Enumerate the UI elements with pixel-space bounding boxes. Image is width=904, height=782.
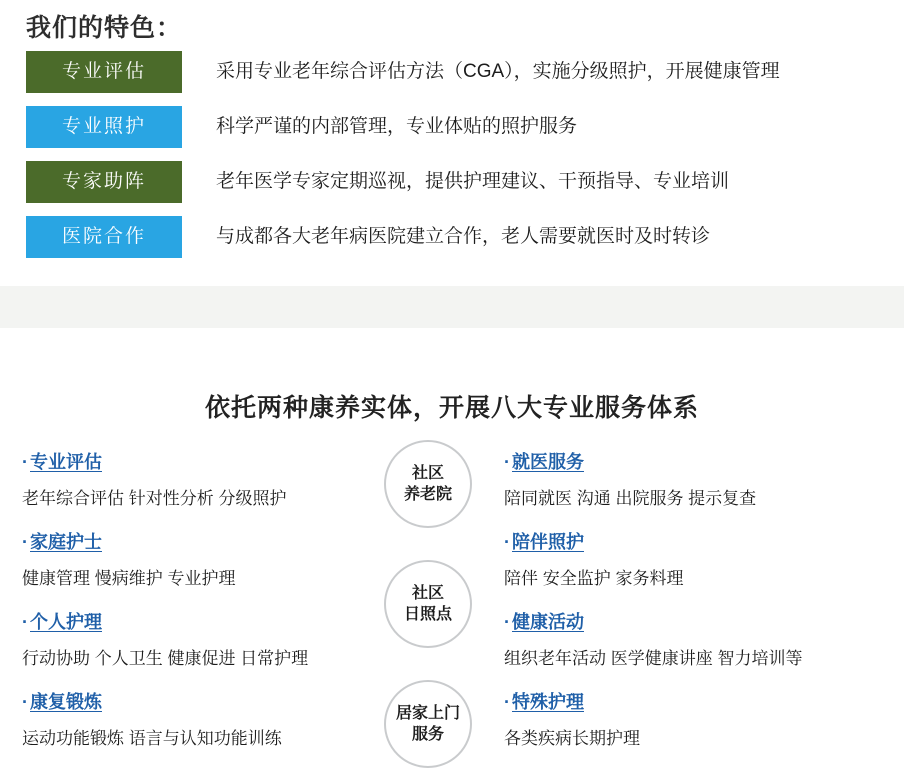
bullet-icon: · [22, 532, 28, 552]
circle-line-2: 养老院 [403, 486, 452, 503]
circle-line-1: 居家上门 [395, 705, 460, 722]
service-heading-left-1 [22, 448, 102, 474]
feature-tag: 医院合作 [26, 216, 182, 258]
service-body-left-3: 行动协助 个人卫生 健康促进 日常护理 [22, 649, 309, 668]
feature-tag: 专家助阵 [26, 161, 182, 203]
bullet-icon: · [504, 452, 510, 472]
service-body-right-2: 陪伴 安全监护 家务料理 [504, 569, 684, 588]
service-circle-community-day-care [384, 560, 472, 648]
circle-line-2: 服务 [411, 726, 444, 743]
feature-text: 与成都各大老年病医院建立合作，老人需要就医时及时转诊 [216, 226, 711, 247]
feature-text: 老年医学专家定期巡视，提供护理建议、干预指导、专业培训 [216, 171, 730, 192]
service-body-left-4: 运动功能锻炼 语言与认知功能训练 [22, 729, 282, 748]
bullet-icon: · [504, 612, 510, 632]
service-heading-right-4 [504, 688, 584, 714]
circle-line-2: 日照点 [403, 606, 452, 623]
services-section [0, 356, 904, 782]
service-body-right-4: 各类疾病长期护理 [504, 729, 640, 748]
service-heading-right-1 [504, 448, 584, 474]
service-heading-label: 家庭护士 [30, 532, 102, 552]
service-heading-label: 专业评估 [30, 452, 102, 472]
features-title: 我们的特色： [26, 14, 183, 42]
feature-text: 采用专业老年综合评估方法（CGA），实施分级照护，开展健康管理 [216, 61, 780, 82]
service-heading-label: 特殊护理 [512, 692, 584, 712]
feature-row [26, 216, 876, 258]
features-section [0, 0, 904, 300]
bullet-icon: · [504, 692, 510, 712]
service-heading-label: 健康活动 [512, 612, 584, 632]
bullet-icon: · [504, 532, 510, 552]
feature-tag: 专业评估 [26, 51, 182, 93]
service-body-left-1: 老年综合评估 针对性分析 分级照护 [22, 489, 287, 508]
feature-row [26, 161, 876, 203]
service-heading-label: 康复锻炼 [30, 692, 102, 712]
feature-row [26, 51, 876, 93]
service-body-left-2: 健康管理 慢病维护 专业护理 [22, 569, 236, 588]
feature-tag: 专业照护 [26, 106, 182, 148]
feature-row [26, 106, 876, 148]
circle-line-1: 社区 [411, 465, 444, 482]
service-heading-right-2 [504, 528, 584, 554]
section-divider-band [0, 286, 904, 328]
bullet-icon: · [22, 452, 28, 472]
service-heading-left-2 [22, 528, 102, 554]
feature-text: 科学严谨的内部管理，专业体贴的照护服务 [216, 116, 578, 137]
service-heading-left-3 [22, 608, 102, 634]
service-body-right-1: 陪同就医 沟通 出院服务 提示复查 [504, 489, 757, 508]
service-body-right-3: 组织老年活动 医学健康讲座 智力培训等 [504, 649, 803, 668]
service-heading-left-4 [22, 688, 102, 714]
circle-line-1: 社区 [411, 585, 444, 602]
bullet-icon: · [22, 612, 28, 632]
service-heading-label: 陪伴照护 [512, 532, 584, 552]
service-heading-label: 就医服务 [512, 452, 584, 472]
service-circle-community-nursing-home [384, 440, 472, 528]
service-heading-label: 个人护理 [30, 612, 102, 632]
service-circle-home-visit-service [384, 680, 472, 768]
services-title: 依托两种康养实体，开展八大专业服务体系 [204, 394, 699, 422]
bullet-icon: · [22, 692, 28, 712]
service-heading-right-3 [504, 608, 584, 634]
